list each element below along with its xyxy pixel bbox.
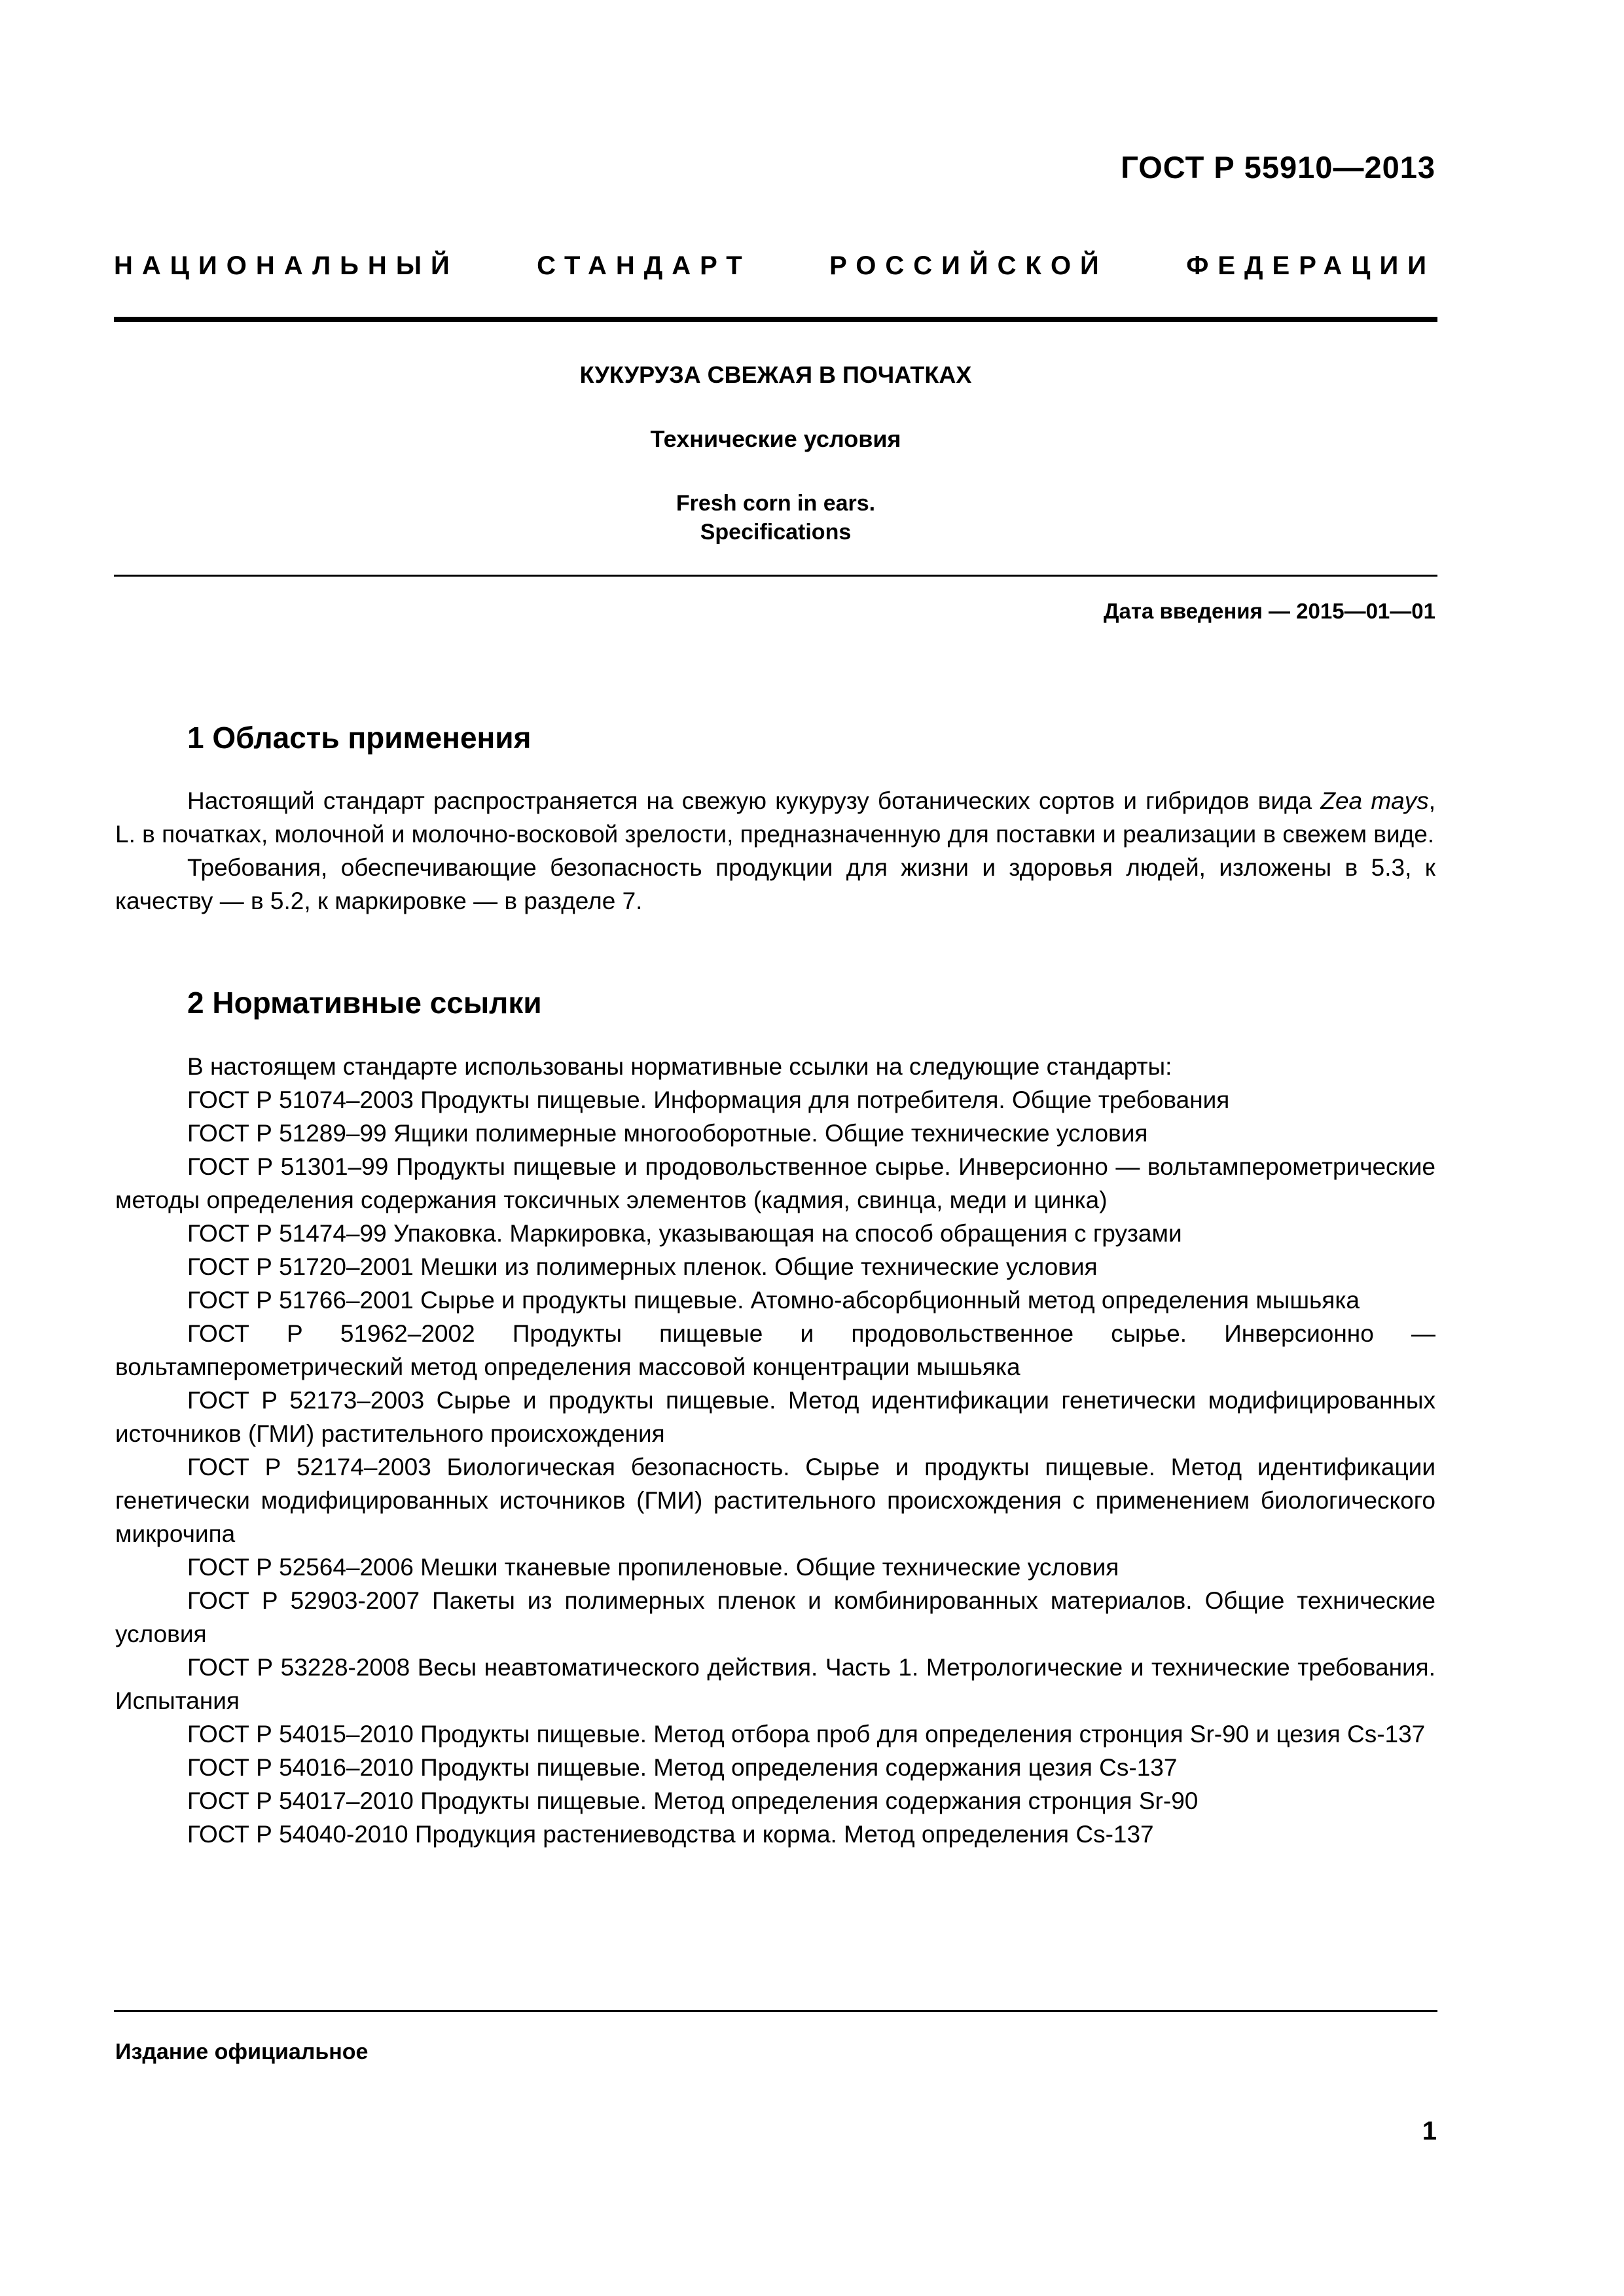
english-title-line2: Specifications [700, 520, 852, 545]
reference-item: ГОСТ Р 54040-2010 Продукция растениеводства и корма. Метод определения Cs-137 [187, 1821, 1154, 1848]
reference-item: ГОСТ Р 54016–2010 Продукты пищевые. Метод определения содержания цезия Cs-137 [187, 1754, 1178, 1781]
reference-item: ГОСТ Р 53228-2008 Весы неавтоматического действия. Часть 1. Метрологические и технические требования. Испытания [115, 1654, 1435, 1714]
introduction-date: Дата введения — 2015—01—01 [1104, 599, 1435, 623]
section1-heading: 1 Область применения [187, 721, 532, 755]
reference-item: ГОСТ Р 51301–99 Продукты пищевые и продовольственное сырье. Инверсионно — вольтамперометрические методы определения содержания токсичных элементов (кадмия, свинца, меди и цинка) [115, 1153, 1435, 1213]
edition-label: Издание официальное [115, 2039, 369, 2064]
reference-item: ГОСТ Р 51962–2002 Продукты пищевые и продовольственное сырье. Инверсионно — вольтамперометрический метод определения массовой концентрации мышьяка [115, 1320, 1435, 1380]
footer-divider [114, 2010, 1437, 2012]
section1-p1-after: , L. в початках, молочной и молочно-восковой зрелости, предназначенную для поставки и реализации в свежем виде. [115, 787, 1436, 848]
section2-heading: 2 Нормативные ссылки [187, 986, 542, 1020]
page-number: 1 [1422, 2117, 1437, 2145]
national-standard-banner: НАЦИОНАЛЬНЫЙ СТАНДАРТ РОССИЙСКОЙ ФЕДЕРАЦИИ [114, 251, 1435, 280]
document-code: ГОСТ Р 55910—2013 [1121, 150, 1435, 185]
reference-item: ГОСТ Р 51720–2001 Мешки из полимерных пленок. Общие технические условия [187, 1253, 1098, 1280]
normative-references-list [115, 1083, 1435, 1851]
species-name: Zea mays [1320, 787, 1429, 814]
reference-item: ГОСТ Р 54017–2010 Продукты пищевые. Метод определения содержания стронция Sr-90 [187, 1787, 1199, 1814]
section1-body [115, 784, 1435, 918]
section2-body [115, 1050, 1435, 1851]
reference-item: ГОСТ Р 52173–2003 Сырье и продукты пищевые. Метод идентификации генетически модифицированных источников (ГМИ) растительного происхождения [115, 1387, 1435, 1447]
section1-paragraph2: Требования, обеспечивающие безопасность продукции для жизни и здоровья людей, изложены в 5.3, к качеству — в 5.2, к маркировке — в разделе 7. [115, 854, 1435, 914]
document-subtitle: Технические условия [650, 425, 901, 452]
reference-item: ГОСТ Р 54015–2010 Продукты пищевые. Метод отбора проб для определения стронция Sr-90 и цезия Cs-137 [187, 1721, 1426, 1748]
reference-item: ГОСТ Р 52174–2003 Биологическая безопасность. Сырье и продукты пищевые. Метод идентификации генетически модифицированных источников (ГМИ) растительного происхождения с применением биологического микрочипа [115, 1454, 1435, 1547]
document-title: КУКУРУЗА СВЕЖАЯ В ПОЧАТКАХ [579, 361, 972, 388]
reference-item: ГОСТ Р 51289–99 Ящики полимерные многооборотные. Общие технические условия [187, 1120, 1148, 1147]
header-divider [114, 317, 1437, 322]
english-title [114, 489, 1437, 547]
english-title-line1: Fresh corn in ears. [676, 491, 876, 516]
section1-p1-before: Настоящий стандарт распространяется на свежую кукурузу ботанических сортов и гибридов вида [187, 787, 1321, 814]
title-divider [114, 575, 1437, 577]
reference-item: ГОСТ Р 51766–2001 Сырье и продукты пищевые. Атомно-абсорбционный метод определения мышьяка [187, 1287, 1360, 1314]
section1-paragraph1 [115, 784, 1435, 851]
reference-item: ГОСТ Р 51474–99 Упаковка. Маркировка, указывающая на способ обращения с грузами [187, 1220, 1182, 1247]
reference-item: ГОСТ Р 51074–2003 Продукты пищевые. Информация для потребителя. Общие требования [187, 1086, 1230, 1113]
reference-item: ГОСТ Р 52903-2007 Пакеты из полимерных пленок и комбинированных материалов. Общие технические условия [115, 1587, 1435, 1647]
reference-item: ГОСТ Р 52564–2006 Мешки тканевые пропиленовые. Общие технические условия [187, 1554, 1119, 1581]
section2-intro: В настоящем стандарте использованы нормативные ссылки на следующие стандарты: [187, 1053, 1172, 1080]
